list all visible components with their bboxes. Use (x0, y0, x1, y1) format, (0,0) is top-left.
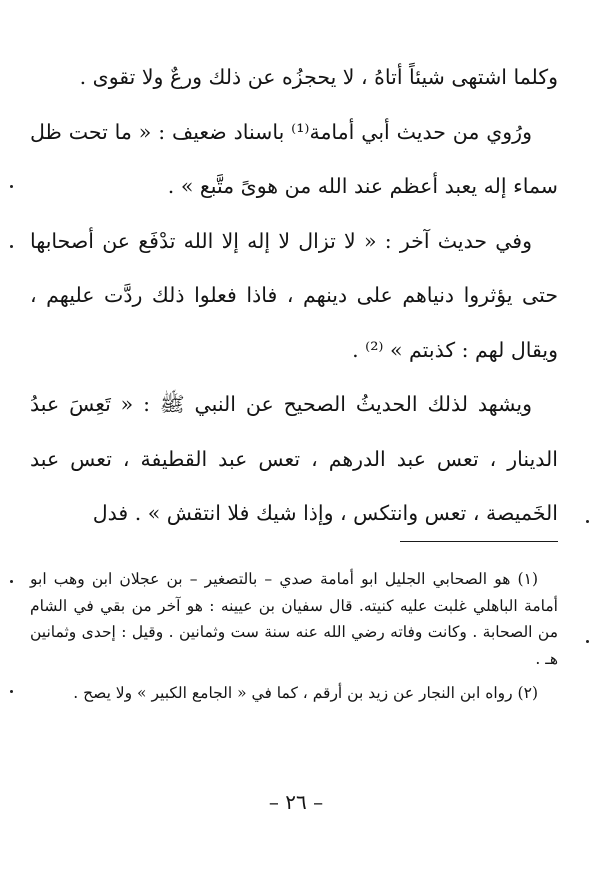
footnote: (١) هو الصحابي الجليل ابو أمامة صدي – بالتصغير – بن عجلان ابن وهب ابو أمامة الباهلي غلبت عليه كنيته. قال سفيان بن عيينه : هو آخر من بقي في الشام من الصحابة . وكانت وفاته رضي الله عنه سنة ست وثمانين . وقيل : إحدى وثمانين هـ . (30, 570, 558, 668)
paragraph: ورُوي من حديث أبي أمامة⁽¹⁾ باسناد ضعيف : « ما تحت ظل سماء إله يعبد أعظم عند الله من هوىً متَّبع » . (30, 119, 558, 198)
paragraph: وفي حديث آخر : « لا تزال لا إله إلا الله تدْفَع عن أصحابها حتى يؤثروا دنياهم على دينهم ، فاذا فعلوا ذلك ردَّت عليهم ، ويقال لهم : كذبتم » ⁽²⁾ . (30, 228, 558, 362)
scan-mark (10, 245, 13, 248)
scan-mark (10, 580, 13, 583)
scan-mark (10, 690, 13, 693)
footnotes (30, 566, 558, 715)
scan-mark (10, 185, 13, 188)
page-number: – ٢٦ – (268, 790, 324, 814)
scan-mark (586, 520, 589, 523)
footnote: (٢) رواه ابن النجار عن زيد بن أرقم ، كما في « الجامع الكبير » ولا يصح . (73, 684, 538, 702)
paragraph: وكلما اشتهى شيئاً أتاهُ ، لا يحجزُه عن ذلك ورعٌ ولا تقوى . (79, 65, 558, 89)
main-text (30, 50, 558, 541)
paragraph: ويشهد لذلك الحديثُ الصحيح عن النبي ﷺ : « تَعِسَ عبدُ الدينار ، تعس عبد الدرهم ، تعس عبد القطيفة ، تعس عبد الخَميصة ، تعس وانتكس ، وإذا شيك فلا انتقش » . فدل (30, 392, 558, 525)
scan-mark (586, 640, 589, 643)
footnote-divider (400, 541, 558, 542)
